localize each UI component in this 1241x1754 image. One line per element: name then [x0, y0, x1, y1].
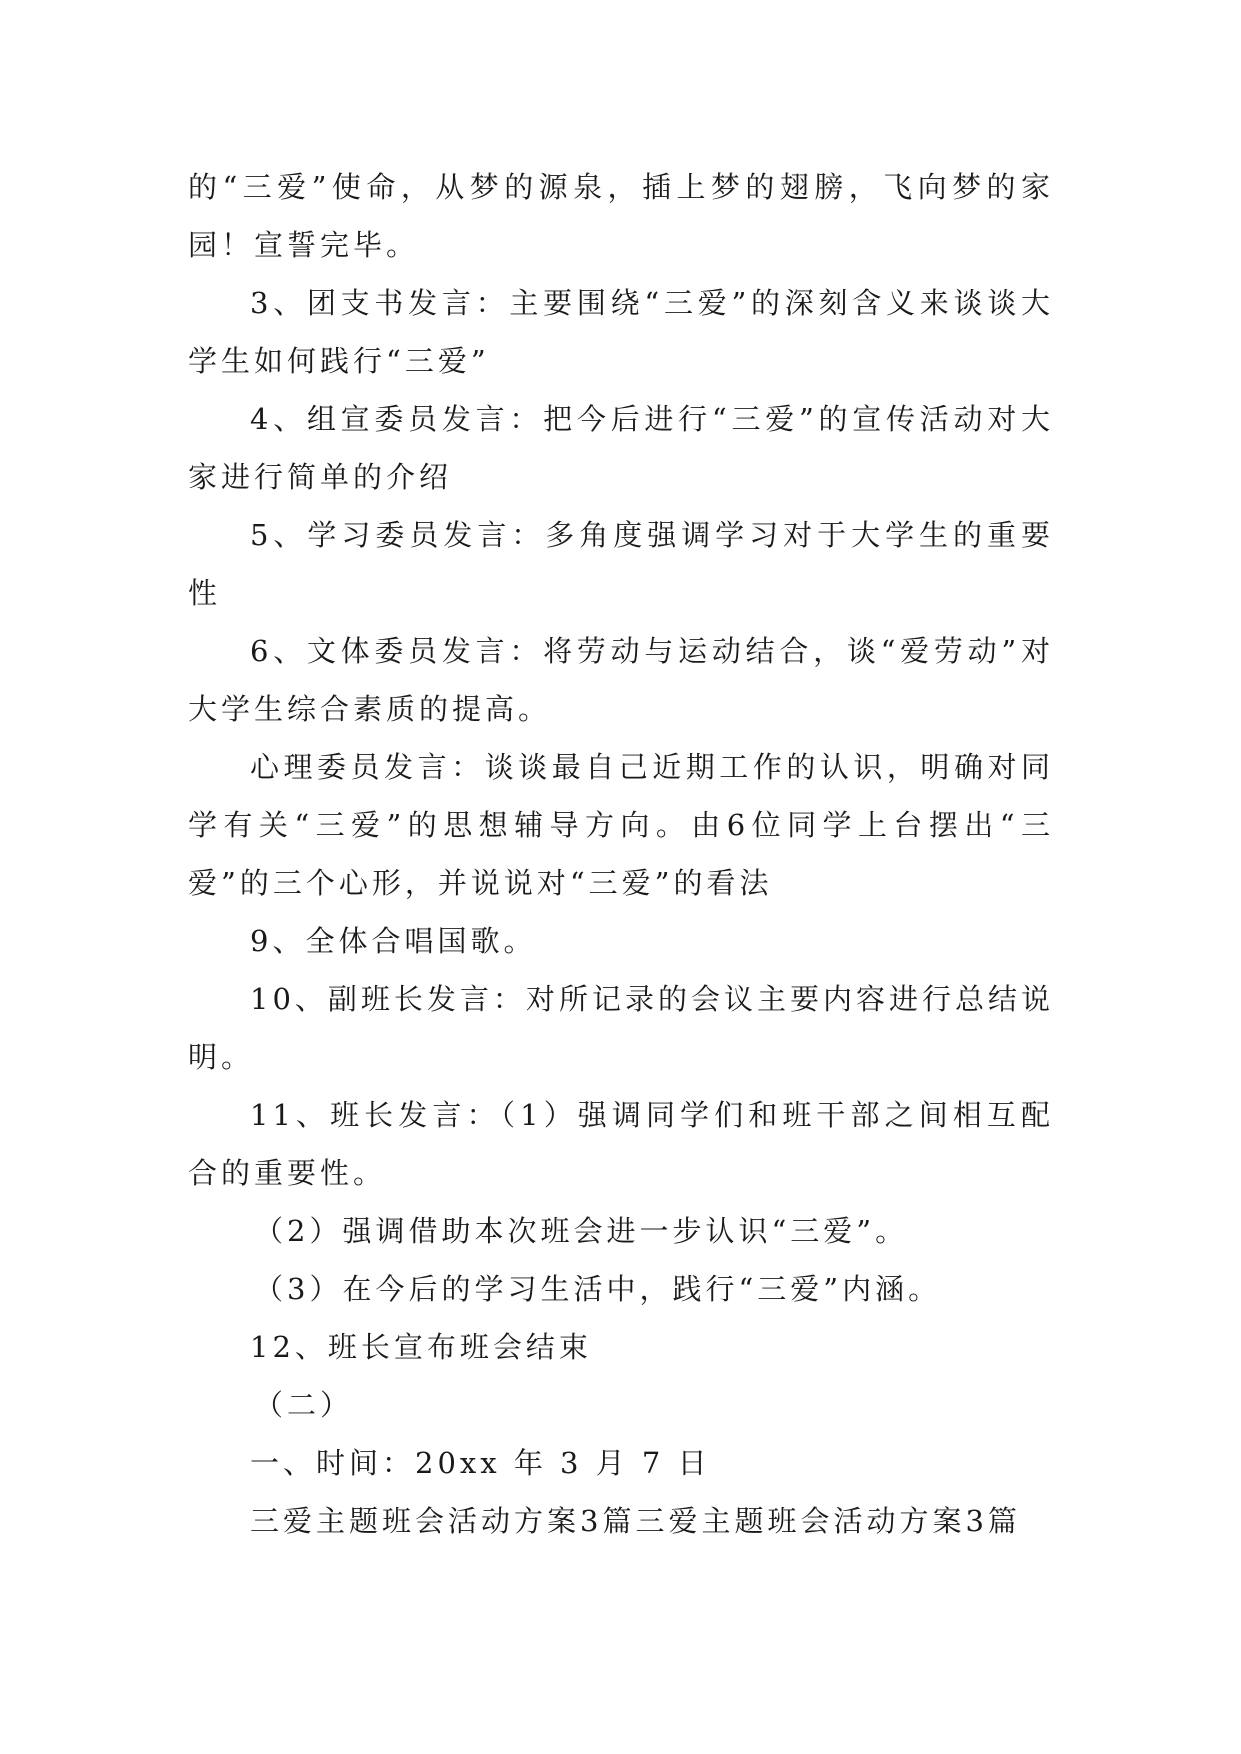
paragraph-continuation: 的“三爱”使命，从梦的源泉，插上梦的翅膀，飞向梦的家园！宣誓完毕。 [188, 170, 1054, 262]
paragraph-item-10: 10、副班长发言：对所记录的会议主要内容进行总结说明。 [188, 982, 1054, 1074]
paragraph-item-4: 4、组宣委员发言：把今后进行“三爱”的宣传活动对大家进行简单的介绍 [188, 402, 1054, 494]
paragraph-sub-3: （3）在今后的学习生活中，践行“三爱”内涵。 [254, 1272, 942, 1306]
paragraph-item-6: 6、文体委员发言：将劳动与运动结合，谈“爱劳动”对大学生综合素质的提高。 [188, 634, 1054, 726]
paragraph-footer-title: 三爱主题班会活动方案3篇三爱主题班会活动方案3篇 [250, 1504, 1021, 1538]
paragraph-item-5: 5、学习委员发言：多角度强调学习对于大学生的重要性 [188, 518, 1054, 610]
paragraph-item-3: 3、团支书发言：主要围绕“三爱”的深刻含义来谈谈大学生如何践行“三爱” [188, 286, 1054, 378]
paragraph-sub-2: （2）强调借助本次班会进一步认识“三爱”。 [254, 1214, 909, 1248]
paragraph-item-9: 9、全体合唱国歌。 [250, 924, 537, 958]
section-heading-two: （二） [254, 1388, 354, 1422]
document-body [188, 158, 1054, 1550]
paragraph-psych-committee: 心理委员发言：谈谈最自己近期工作的认识，明确对同学有关“三爱”的思想辅导方向。由6位同学上台摆出“三爱”的三个心形，并说说对“三爱”的看法 [188, 750, 1054, 900]
paragraph-time: 一、时间：20xx 年 3 月 7 日 [250, 1446, 711, 1480]
paragraph-item-11: 11、班长发言：（1）强调同学们和班干部之间相互配合的重要性。 [188, 1098, 1054, 1190]
paragraph-item-12: 12、班长宣布班会结束 [250, 1330, 592, 1364]
